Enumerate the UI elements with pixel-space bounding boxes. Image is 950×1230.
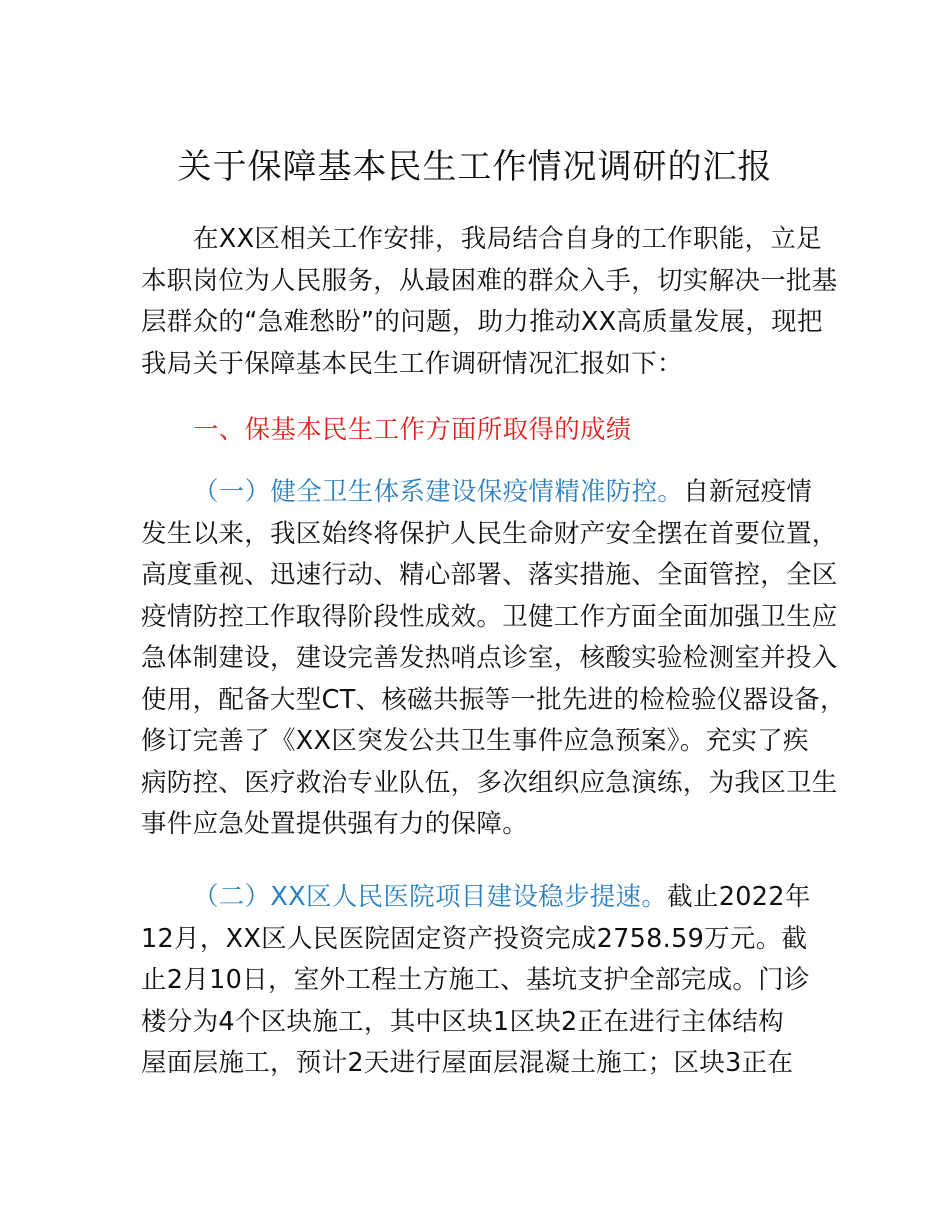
- subsection-2-first-line: [141, 877, 821, 919]
- intro-line: 层群众的“急难愁盼”的问题，助力推动XX高质量发展，现把: [141, 307, 823, 337]
- subsection-2-first-line-text: 截止2022年: [667, 882, 811, 912]
- subsection-1-first-line-text: 自新冠疫情: [683, 477, 813, 507]
- section-heading: [141, 410, 821, 452]
- body-line: 病防控、医疗救治专业队伍，多次组织应急演练，为我区卫生: [141, 767, 838, 798]
- body-line: 使用，配备大型CT、核磁共振等一批先进的检检验仪器设备，: [141, 684, 846, 715]
- document-title: 关于保障基本民生工作情况调研的汇报: [177, 147, 773, 187]
- subsection-2-paragraph: [141, 877, 821, 1085]
- body-line: 高度重视、迅速行动、精心部署、落实措施、全面管控，全区: [141, 560, 838, 590]
- body-line: 发生以来，我区始终将保护人民生命财产安全摆在首要位置，: [141, 518, 838, 549]
- subsection-1-paragraph: [141, 472, 846, 846]
- intro-line: 本职岗位为人民服务，从最困难的群众入手，切实解决一批基: [141, 265, 838, 296]
- body-line: 事件应急处置提供强有力的保障。: [141, 809, 529, 839]
- body-line: 楼分为4个区块施工，其中区块1区块2正在进行主体结构: [141, 1006, 784, 1037]
- subsection-1-first-line: [141, 472, 821, 514]
- intro-line: 我局关于保障基本民生工作调研情况汇报如下：: [141, 348, 683, 379]
- body-line: 12月，XX区人民医院固定资产投资完成2758.59万元。截: [141, 923, 808, 954]
- body-line: 屋面层施工，预计2天进行屋面层混凝土施工；区块3正在: [141, 1048, 794, 1078]
- subsection-2-heading: （二）XX区人民医院项目建设稳步提速。: [193, 882, 668, 912]
- body-line: 疫情防控工作取得阶段性成效。卫健工作方面全面加强卫生应: [141, 601, 838, 632]
- intro-paragraph: [141, 219, 838, 385]
- intro-line: 在XX区相关工作安排，我局结合自身的工作职能，立足: [193, 224, 822, 254]
- body-line: 急体制建设，建设完善发热哨点诊室，核酸实验检测室并投入: [141, 643, 838, 673]
- section-heading-text: 一、保基本民生工作方面所取得的成绩: [193, 415, 632, 445]
- body-line: 止2月10日，室外工程土方施工、基坑支护全部完成。门诊: [141, 965, 810, 995]
- subsection-1-heading: （一）健全卫生体系建设保疫情精准防控。: [193, 477, 684, 507]
- body-line: 修订完善了《XX区突发公共卫生事件应急预案》。充实了疾: [141, 726, 809, 756]
